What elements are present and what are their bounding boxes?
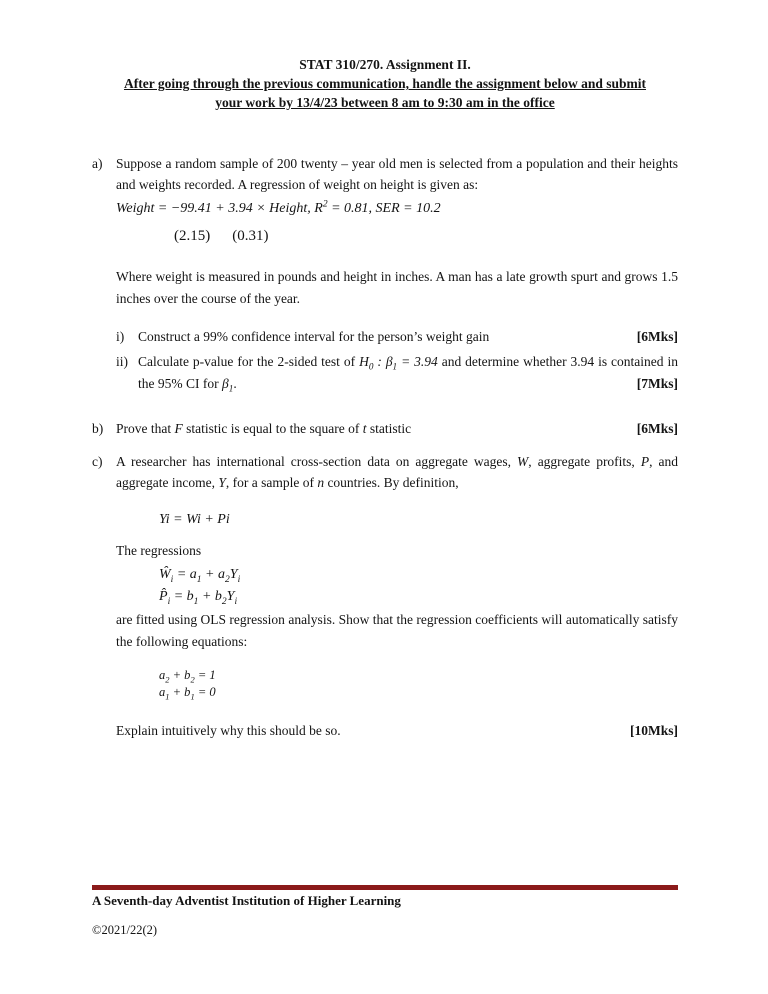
item-i-text: Construct a 99% confidence interval for the person’s weight gain [138,329,490,345]
subscript: i [234,596,238,607]
subscript: i [170,574,174,585]
question-c-marks: [10Mks] [630,722,678,738]
regressions-intro: The regressions [116,543,202,559]
math-text: a [159,685,166,700]
item-ii-text: Calculate p-value for the 2-sided test of [138,354,360,370]
question-b-marks: [6Mks] [636,421,678,437]
subscript: 1 [196,574,202,585]
regression-equation [116,198,678,220]
item-i-label: i) [116,329,125,345]
math-text: Y [229,566,238,582]
question-b-text [116,418,625,440]
equation-text: = 0.81, SER = 10.2 [327,200,441,216]
subscript: 1 [190,691,195,702]
math-text: P̂ [159,588,168,604]
item-ii-label: ii) [116,354,128,370]
subscript: 2 [165,674,170,685]
intercept-standard-error: (2.15) [174,228,211,245]
question-a-label: a) [92,155,103,171]
question-c [92,451,678,741]
math-text: Ŵ [159,566,171,582]
item-i [116,326,678,348]
question-c-label: c) [92,453,103,469]
profit-regression-equation [159,586,678,608]
income-symbol: Y [218,475,226,491]
math-text: : β [373,354,393,370]
item-ii [116,351,678,394]
item-i-marks: [6Mks] [636,329,678,345]
page-title: STAT 310/270. Assignment II. [299,57,471,72]
question-a-body [116,153,678,395]
sample-size-symbol: n [317,475,325,491]
wages-symbol: W [517,453,529,469]
subscript: 1 [228,383,234,394]
text: statistic is equal to the square of [182,421,363,437]
math-text: a [159,667,166,682]
item-ii-text: and determine whether 3.94 is contained in the 95% CI for [138,354,678,391]
document-header [92,56,678,113]
equation-text: Weight = −99.41 + 3.94 × Height, R [116,200,323,216]
fitted-paragraph: are fitted using OLS regression analysis. Show that the regression coefficients will automatically satisfy the following equations: [116,612,678,649]
text: , and aggregate income, [116,453,678,491]
coefficient-constraints [159,667,678,702]
r-squared-superscript: 2 [322,199,328,210]
text: A researcher has international cross-section data on aggregate wages, [116,453,518,469]
subscript: 1 [165,691,170,702]
regression-equations [159,564,678,607]
text: , aggregate profits, [528,453,641,469]
question-a-subitems [116,326,678,394]
question-c-outro-row [116,720,678,742]
item-ii-text: . [233,375,237,391]
math-text: = b [170,588,194,604]
question-a-intro: Suppose a random sample of 200 twenty – year old men is selected from a population and their heights and weights recorded. A regression of weight on height is given as: [116,155,678,193]
text: statistic [366,421,412,437]
math-text: + b [169,685,191,700]
subscript: 1 [392,361,398,372]
beta-one-symbol [221,375,234,394]
question-c-outro: Explain intuitively why this should be so. [116,722,341,738]
standard-errors [174,224,678,248]
math-text: = 0 [194,685,216,700]
math-text: β [221,375,229,391]
subscript: i [167,596,171,607]
question-b-body [116,418,678,440]
text: countries. By definition, [324,475,459,491]
question-c-body [116,451,678,741]
subscript: i [237,574,241,585]
income-identity-equation: Yi = Wi + Pi [159,512,230,527]
slope-standard-error: (0.31) [232,228,269,245]
math-text: = a [173,566,197,582]
copyright-text: ©2021/22(2) [92,923,158,938]
constraint-2 [159,684,678,702]
institution-name: A Seventh-day Adventist Institution of Higher Learning [92,893,401,908]
t-statistic-symbol: t [362,421,367,437]
question-a [92,153,678,395]
math-text: = 1 [194,667,216,682]
math-text: = 3.94 [397,354,438,370]
subscript: 1 [193,596,199,607]
f-statistic-symbol: F [174,421,183,437]
subscript: 2 [225,574,230,585]
subscript: 2 [221,596,227,607]
null-hypothesis [359,354,438,372]
math-text: + b [198,588,222,604]
constraint-1 [159,667,678,685]
question-c-intro [116,451,678,494]
question-a-description: Where weight is measured in pounds and height in inches. A man has a late growth spurt and grows 1.5 inches over the course of the year. [116,269,678,306]
text: , for a sample of [225,475,318,491]
question-b-label: b) [92,421,104,437]
wage-regression-equation [159,564,678,586]
text: Prove that [116,421,175,437]
profits-symbol: P [640,453,650,469]
item-ii-body [138,351,678,394]
subscript: 0 [368,361,374,372]
submission-instruction-line2: your work by 13/4/23 between 8 am to 9:30 am in the office [215,94,555,110]
question-b [92,418,678,440]
math-text: Y [226,588,235,604]
footer-rule [92,885,678,890]
math-text: + b [169,667,191,682]
subscript: 2 [190,674,195,685]
page-footer [92,885,678,940]
math-text: + a [201,566,225,582]
math-text: H [359,354,369,370]
item-ii-marks: [7Mks] [636,375,678,391]
submission-instruction-line1: After going through the previous communication, handle the assignment below and submit [123,75,647,91]
